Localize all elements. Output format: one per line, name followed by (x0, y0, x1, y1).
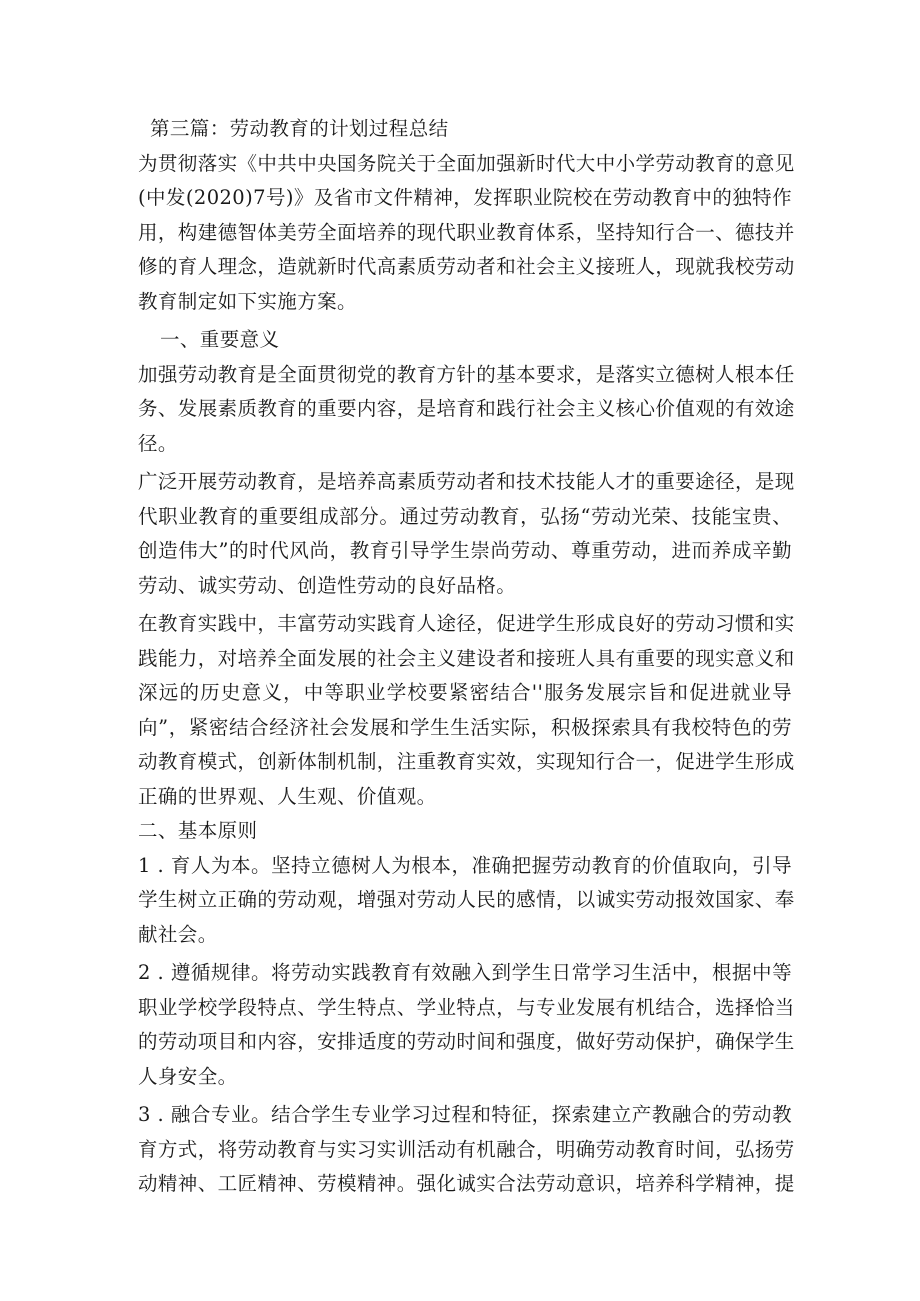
section-heading-principles: 二、基本原则 (138, 819, 258, 842)
paragraph-line: 向”，紧密结合经济社会发展和学生生活实际，积极探索具有我校特色的劳 (138, 715, 792, 739)
principle-line: 动精神、工匠精神、劳模精神。强化诚实合法劳动意识，培养科学精神，提 (138, 1172, 795, 1195)
significance-paragraph-3 (138, 607, 795, 814)
significance-paragraph-1 (138, 358, 795, 462)
principle-line: 献社会。 (138, 922, 218, 946)
paragraph-line: 正确的世界观、人生观、价值观。 (138, 784, 437, 808)
paragraph-line: 务、发展素质教育的重要内容，是培育和践行社会主义核心价值观的有效途 (138, 397, 795, 420)
paragraph-line: 劳动、诚实劳动、创造性劳动的良好品格。 (138, 573, 517, 597)
paragraph-line: 动教育模式，创新体制机制，注重教育实效，实现知行合一，促进学生形成 (138, 750, 795, 773)
paragraph-line: 径。 (138, 431, 178, 455)
paragraph-line: 在教育实践中，丰富劳动实践育人途径，促进学生形成良好的劳动习惯和实 (138, 612, 795, 635)
principle-1 (138, 849, 795, 953)
paragraph-line: 创造伟大”的时代风尚，教育引导学生崇尚劳动、尊重劳动，进而养成辛勤 (138, 539, 792, 562)
paragraph-line: 深远的历史意义，中等职业学校要紧密结合''服务发展宗旨和促进就业导 (138, 681, 792, 704)
principle-line: 2 . 遵循规律。将劳动实践教育有效融入到学生日常学习生活中，根据中等 (138, 961, 792, 984)
intro-line: (中发(2020)7号)》及省市文件精神，发挥职业院校在劳动教育中的独特作 (138, 186, 792, 209)
intro-line: 修的育人理念，造就新时代高素质劳动者和社会主义接班人，现就我校劳动 (138, 255, 795, 278)
principle-line: 1 . 育人为本。坚持立德树人为根本，准确把握劳动教育的价值取向，引导 (138, 853, 792, 877)
principle-line: 育方式，将劳动教育与实习实训活动有机融合，明确劳动教育时间，弘扬劳 (138, 1137, 795, 1161)
section-heading-significance: 一、重要意义 (160, 328, 280, 351)
principle-line: 的劳动项目和内容，安排适度的劳动时间和强度，做好劳动保护，确保学生 (138, 1030, 795, 1053)
paragraph-line: 广泛开展劳动教育，是培养高素质劳动者和技术技能人才的重要途径，是现 (138, 470, 795, 493)
principle-2 (138, 956, 795, 1094)
paragraph-line: 代职业教育的重要组成部分。通过劳动教育，弘扬“劳动光荣、技能宝贵、 (138, 504, 792, 528)
intro-line: 教育制定如下实施方案。 (138, 289, 357, 313)
document-title: 第三篇：劳动教育的计划过程总结 (150, 117, 449, 140)
principle-line: 人身安全。 (138, 1064, 238, 1088)
principle-3 (138, 1098, 795, 1202)
principle-line: 学生树立正确的劳动观，增强对劳动人民的感情，以诚实劳动报效国家、奉 (138, 888, 795, 911)
significance-paragraph-2 (138, 465, 795, 603)
principle-line: 职业学校学段特点、学生特点、学业特点，与专业发展有机结合，选择恰当 (138, 995, 795, 1019)
paragraph-line: 践能力，对培养全面发展的社会主义建设者和接班人具有重要的现实意义和 (138, 646, 795, 670)
paragraph-line: 加强劳动教育是全面贯彻党的教育方针的基本要求，是落实立德树人根本任 (138, 362, 795, 386)
intro-line: 为贯彻落实《中共中央国务院关于全面加强新时代大中小学劳动教育的意见 (138, 151, 795, 175)
intro-paragraph (138, 147, 795, 320)
intro-line: 用，构建德智体美劳全面培养的现代职业教育体系，坚持知行合一、德技并 (138, 220, 795, 244)
document-body (138, 112, 795, 1202)
principle-line: 3 . 融合专业。结合学生专业学习过程和特征，探索建立产教融合的劳动教 (138, 1103, 792, 1126)
